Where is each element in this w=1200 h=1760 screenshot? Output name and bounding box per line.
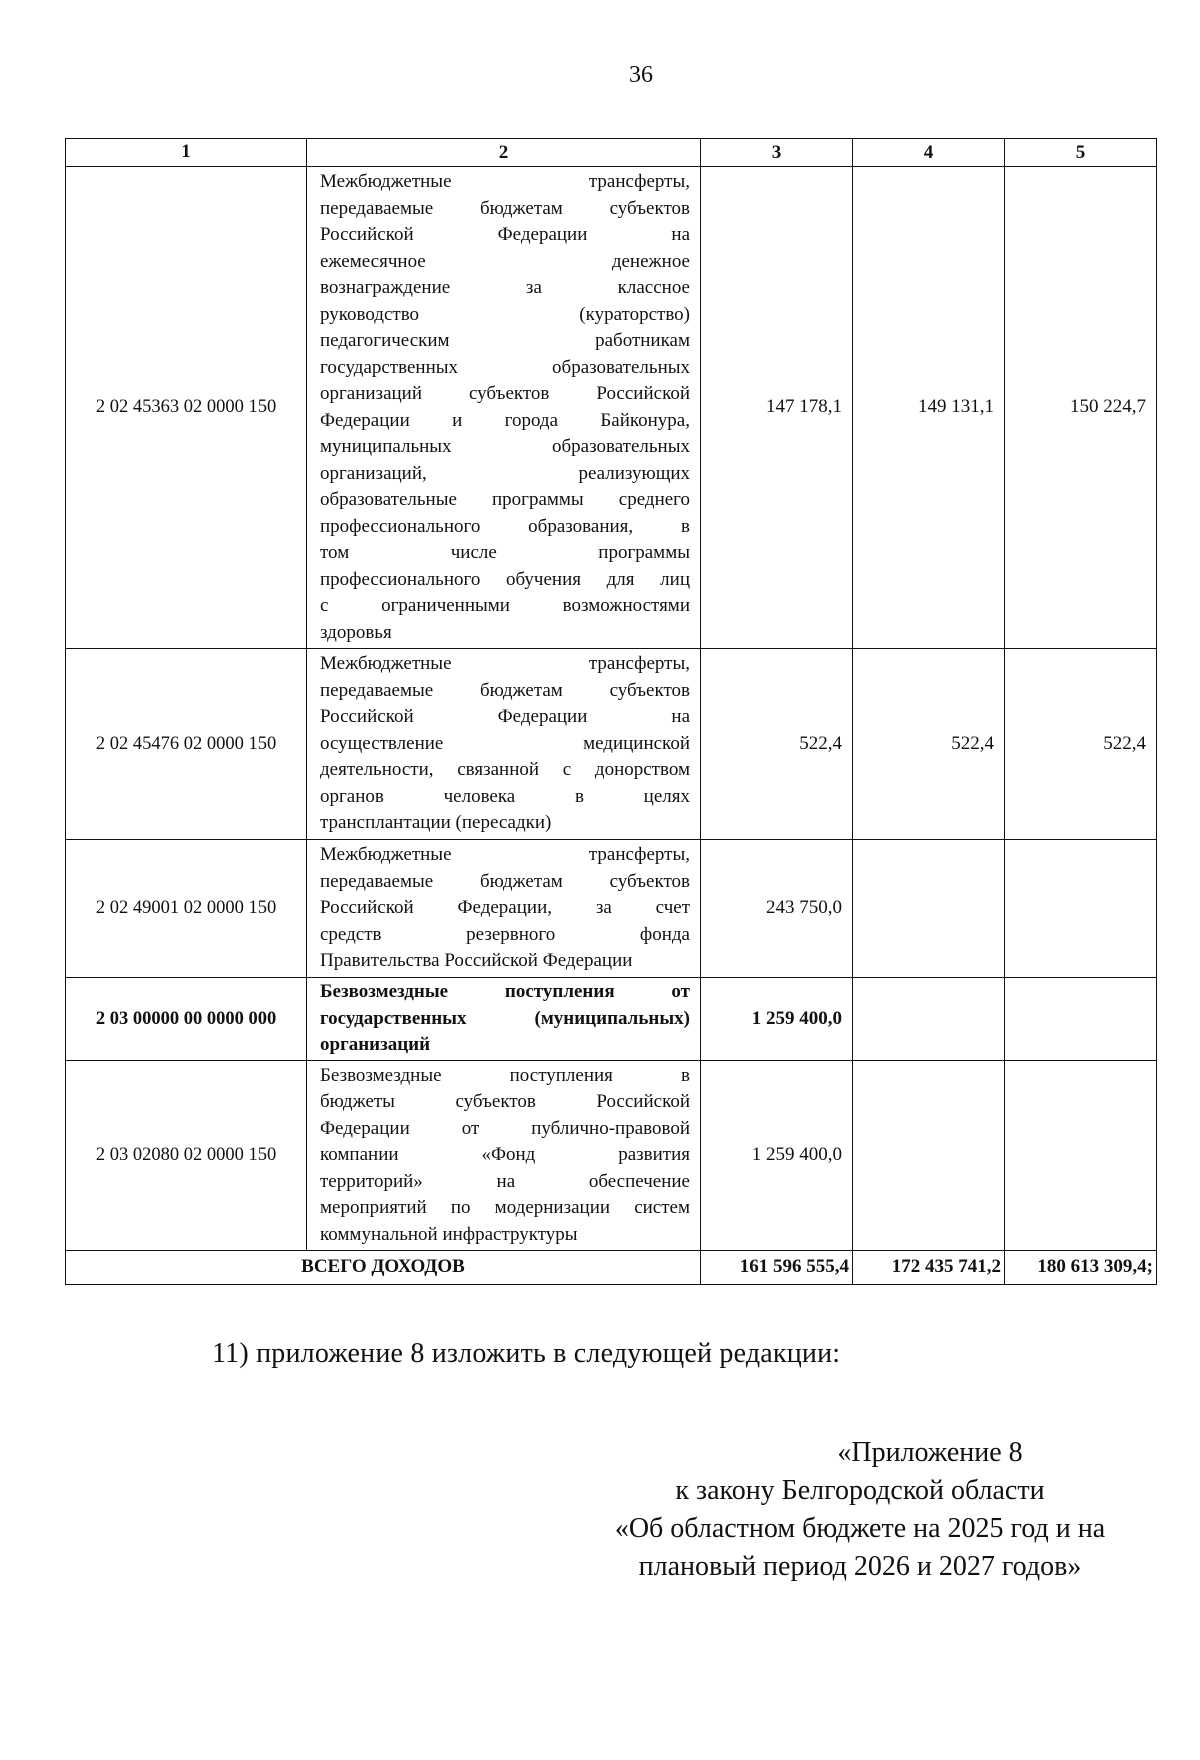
row-name-line: компании «Фонд развития: [320, 1144, 690, 1166]
row-value-2026: [853, 1061, 1005, 1251]
table-header-row: [66, 139, 1157, 167]
row-name-line: территорий» на обеспечение: [320, 1170, 690, 1192]
row-name-line: Безвозмездные поступления от: [320, 981, 690, 1003]
row-name: [307, 167, 701, 649]
row-name-line: Безвозмездные поступления в: [320, 1064, 690, 1086]
appendix-title: «Приложение 8: [837, 1437, 1023, 1468]
row-name-line: государственных образовательных: [320, 356, 690, 378]
row-value-2026: [853, 840, 1005, 978]
row-name-line: Федерации и города Байконура,: [320, 409, 690, 431]
row-value-2026: 149 131,1: [853, 167, 1005, 649]
table-row: [66, 1061, 1157, 1251]
row-name-line: Межбюджетные трансферты,: [320, 653, 690, 675]
table-row: [66, 840, 1157, 978]
row-name-line: том числе программы: [320, 542, 690, 563]
row-name-line: муниципальных образовательных: [320, 436, 690, 457]
row-name-line: передаваемые бюджетам субъектов: [320, 870, 690, 892]
table-row: [66, 167, 1157, 649]
amendment-instruction: 11) приложение 8 изложить в следующей редакции:: [212, 1338, 841, 1369]
row-name-line: осуществление медицинской: [320, 732, 690, 754]
appendix-header: [560, 1434, 1160, 1586]
header-col-2: 2: [307, 139, 701, 167]
row-value-2025: 1 259 400,0: [701, 978, 853, 1061]
row-name-line: профессионального образования, в: [320, 515, 690, 537]
row-name: [307, 649, 701, 840]
row-name-line: Российской Федерации, за счет: [320, 897, 690, 919]
row-name-line: органов человека в целях: [320, 785, 690, 807]
row-name-line: Межбюджетные трансферты,: [320, 171, 690, 192]
row-name-line: педагогическим работникам: [320, 330, 690, 351]
row-name-line: Российской Федерации на: [320, 706, 690, 728]
row-name-line: деятельности, связанной с донорством: [320, 759, 690, 781]
row-name-line: организаций: [320, 1034, 431, 1056]
row-value-2027: 522,4: [1005, 649, 1157, 840]
page-number: 36: [629, 62, 653, 88]
header-col-1: 1: [66, 139, 307, 167]
row-name: [307, 978, 701, 1061]
row-code: 2 02 45363 02 0000 150: [66, 167, 307, 649]
header-col-5: 5: [1005, 139, 1157, 167]
row-name-line: трансплантации (пересадки): [320, 812, 552, 834]
row-name: [307, 840, 701, 978]
row-name-line: передаваемые бюджетам субъектов: [320, 197, 690, 219]
row-value-2027: [1005, 840, 1157, 978]
appendix-law-ref: к закону Белгородской области: [675, 1475, 1045, 1506]
row-code: 2 02 45476 02 0000 150: [66, 649, 307, 840]
row-name-line: профессионального обучения для лиц: [320, 568, 690, 590]
row-name-line: организаций, реализующих: [320, 462, 690, 484]
row-name-line: Федерации от публично-правовой: [320, 1117, 690, 1139]
row-name-line: образовательные программы среднего: [320, 489, 690, 510]
row-value-2025: 147 178,1: [701, 167, 853, 649]
row-value-2025: 522,4: [701, 649, 853, 840]
row-value-2026: [853, 978, 1005, 1061]
header-col-3: 3: [701, 139, 853, 167]
row-name-line: передаваемые бюджетам субъектов: [320, 679, 690, 701]
row-value-2025: 1 259 400,0: [701, 1061, 853, 1251]
row-name-line: Правительства Российской Федерации: [320, 950, 633, 972]
table-row: [66, 649, 1157, 840]
table-row: [66, 978, 1157, 1061]
revenue-table: [65, 138, 1157, 1285]
row-value-2027: [1005, 978, 1157, 1061]
total-value-2026: 172 435 741,2: [853, 1251, 1005, 1285]
row-name-line: Межбюджетные трансферты,: [320, 844, 690, 866]
row-value-2027: 150 224,7: [1005, 167, 1157, 649]
total-value-2027: 180 613 309,4;: [1005, 1251, 1157, 1285]
row-code: 2 03 02080 02 0000 150: [66, 1061, 307, 1251]
row-value-2025: 243 750,0: [701, 840, 853, 978]
row-code: 2 02 49001 02 0000 150: [66, 840, 307, 978]
appendix-law-name-1: «Об областном бюджете на 2025 год и на: [614, 1513, 1106, 1544]
row-name-line: средств резервного фонда: [320, 923, 690, 945]
total-value-2025: 161 596 555,4: [701, 1251, 853, 1285]
row-name-line: вознаграждение за классное: [320, 277, 690, 298]
row-name-line: руководство (кураторство): [320, 303, 690, 325]
row-name-line: бюджеты субъектов Российской: [320, 1091, 690, 1113]
row-name-line: здоровья: [320, 621, 392, 643]
appendix-law-name-2: плановый период 2026 и 2027 годов»: [638, 1551, 1082, 1582]
row-name-line: коммунальной инфраструктуры: [320, 1223, 578, 1245]
header-col-4: 4: [853, 139, 1005, 167]
row-value-2027: [1005, 1061, 1157, 1251]
row-name-line: мероприятий по модернизации систем: [320, 1197, 690, 1219]
row-value-2026: 522,4: [853, 649, 1005, 840]
total-label: ВСЕГО ДОХОДОВ: [66, 1251, 701, 1285]
row-name-line: ежемесячное денежное: [320, 250, 690, 272]
row-code: 2 03 00000 00 0000 000: [66, 978, 307, 1061]
row-name-line: организаций субъектов Российской: [320, 383, 690, 404]
row-name: [307, 1061, 701, 1251]
row-name-line: с ограниченными возможностями: [320, 595, 690, 616]
row-name-line: Российской Федерации на: [320, 224, 690, 245]
row-name-line: государственных (муниципальных): [320, 1007, 690, 1029]
total-row: [66, 1251, 1157, 1285]
